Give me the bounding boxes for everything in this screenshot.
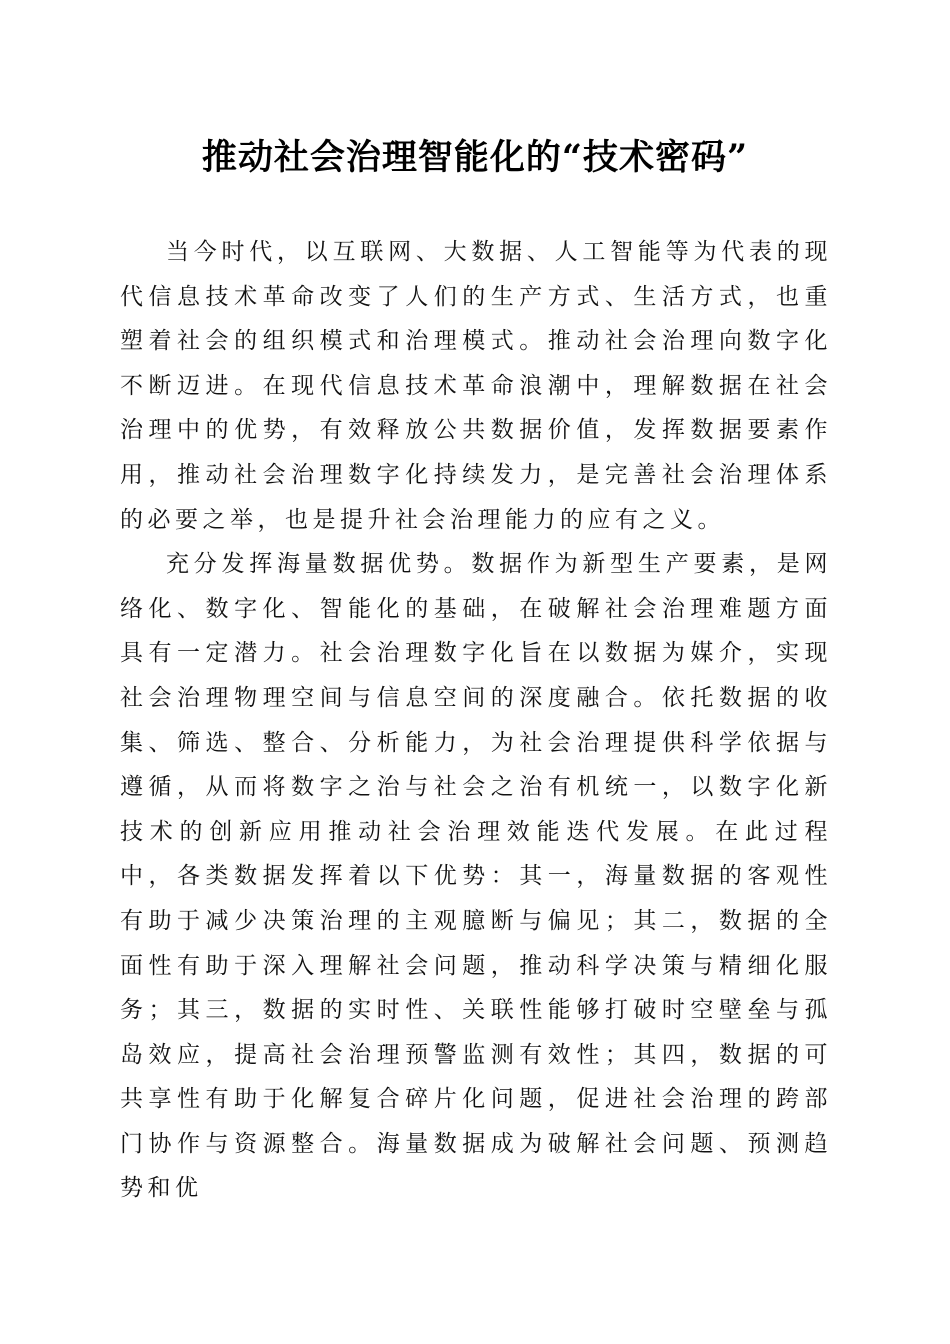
paragraph: 当今时代，以互联网、大数据、人工智能等为代表的现代信息技术革命改变了人们的生产方式、生活方式，也重塑着社会的组织模式和治理模式。推动社会治理向数字化不断迈进。在现代信息技术革命浪潮中，理解数据在社会治理中的优势，有效释放公共数据价值，发挥数据要素作用，推动社会治理数字化持续发力，是完善社会治理体系的必要之举，也是提升社会治理能力的应有之义。 (120, 239, 832, 533)
document-title: 推动社会治理智能化的“技术密码” (201, 137, 749, 178)
paragraph: 充分发挥海量数据优势。数据作为新型生产要素，是网络化、数字化、智能化的基础，在破解社会治理难题方面具有一定潜力。社会治理数字化旨在以数据为媒介，实现社会治理物理空间与信息空间的深度融合。依托数据的收集、筛选、整合、分析能力，为社会治理提供科学依据与遵循，从而将数字之治与社会之治有机统一，以数字化新技术的创新应用推动社会治理效能迭代发展。在此过程中，各类数据发挥着以下优势：其一，海量数据的客观性有助于减少决策治理的主观臆断与偏见；其二，数据的全面性有助于深入理解社会问题，推动科学决策与精细化服务；其三，数据的实时性、关联性能够打破时空壁垒与孤岛效应，提高社会治理预警监测有效性；其四，数据的可共享性有助于化解复合碎片化问题，促进社会治理的跨部门协作与资源整合。海量数据成为破解社会问题、预测趋势和优 (120, 551, 832, 1202)
document-body (120, 230, 832, 1211)
